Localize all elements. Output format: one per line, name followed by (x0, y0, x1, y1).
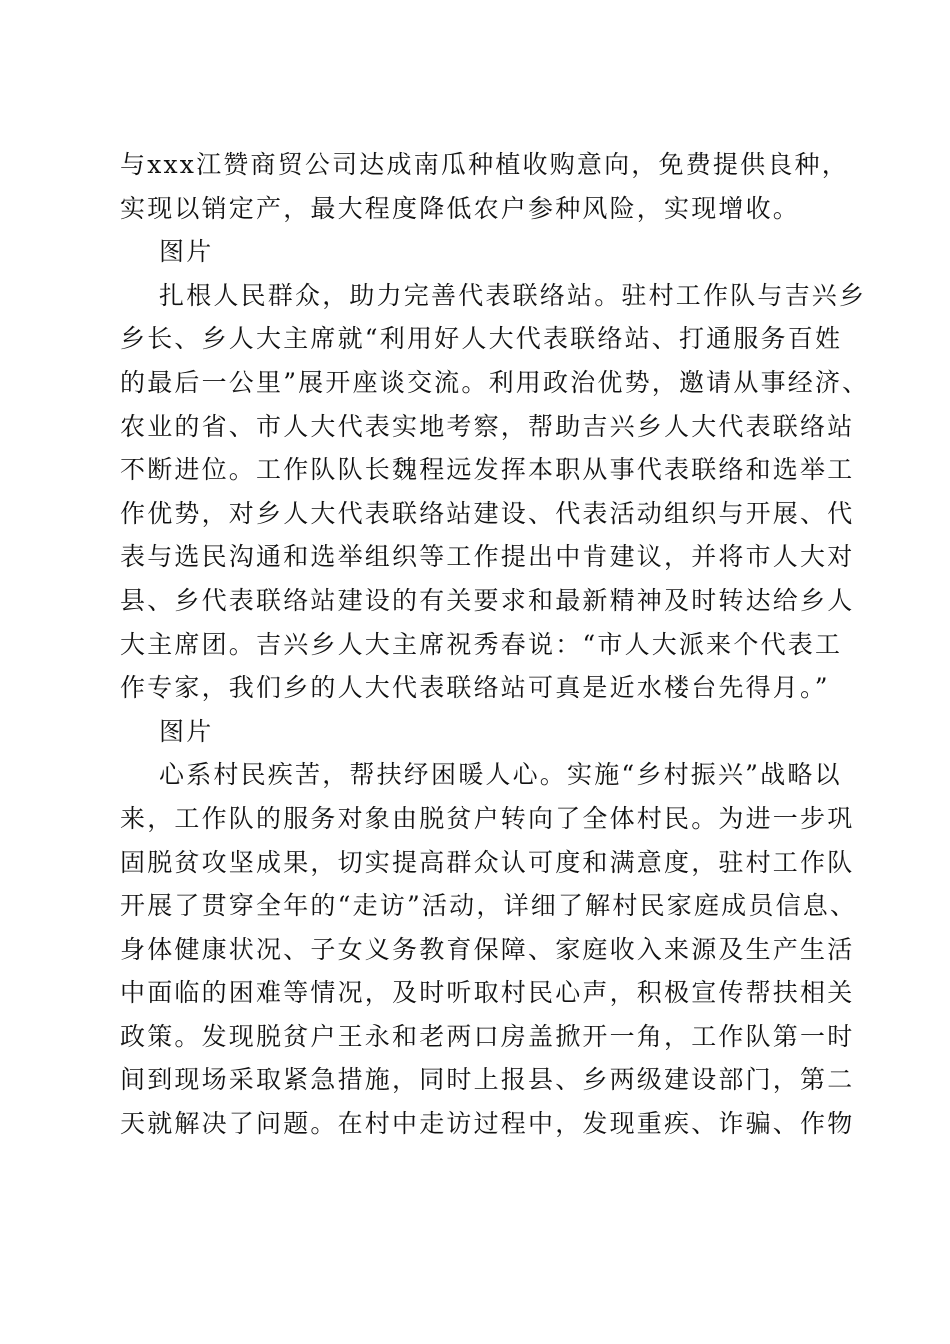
text-line: 农业的省、市人大代表实地考察，帮助吉兴乡人大代表联络站 (120, 411, 855, 441)
text-line: 县、乡代表联络站建设的有关要求和最新精神及时转达给乡人 (120, 585, 855, 615)
text-line: 的最后一公里”展开座谈交流。利用政治优势，邀请从事经济、 (120, 367, 870, 397)
document-body (120, 143, 870, 1146)
paragraph-start-line: 扎根人民群众，助力完善代表联络站。驻村工作队与吉兴乡 (159, 280, 867, 310)
text-line: 开展了贯穿全年的“走访”活动，详细了解村民家庭成员信息、 (120, 891, 858, 921)
paragraph-start-line: 心系村民疾苦，帮扶纾困暖人心。实施“乡村振兴”战略以 (159, 760, 842, 790)
text-line: 乡长、乡人大主席就“利用好人大代表联络站、打通服务百姓 (120, 324, 843, 354)
text-line: 表与选民沟通和选举组织等工作提出中肯建议，并将市人大对 (120, 542, 855, 572)
text-line: 大主席团。吉兴乡人大主席祝秀春说：“市人大派来个代表工 (120, 629, 843, 659)
text-line: 不断进位。工作队队长魏程远发挥本职从事代表联络和选举工 (120, 455, 855, 485)
text-line: 天就解决了问题。在村中走访过程中，发现重疾、诈骗、作物 (120, 1109, 855, 1139)
text-line: 身体健康状况、子女义务教育保障、家庭收入来源及生产生活 (120, 934, 855, 964)
text-line: 作专家，我们乡的人大代表联络站可真是近水楼台先得月。” (120, 673, 830, 703)
text-line: 实现以销定产，最大程度降低农户参种风险，实现增收。 (120, 193, 801, 223)
text-line: 与xxx江赞商贸公司达成南瓜种植收购意向，免费提供良种， (120, 150, 849, 179)
text-line: 作优势，对乡人大代表联络站建设、代表活动组织与开展、代 (120, 498, 855, 528)
text-line: 政策。发现脱贫户王永和老两口房盖掀开一角，工作队第一时 (120, 1021, 855, 1051)
text-line: 间到现场采取紧急措施，同时上报县、乡两级建设部门，第二 (120, 1065, 855, 1095)
image-placeholder-label: 图片 (159, 716, 214, 746)
text-line: 来，工作队的服务对象由脱贫户转向了全体村民。为进一步巩 (120, 803, 855, 833)
text-line: 中面临的困难等情况，及时听取村民心声，积极宣传帮扶相关 (120, 978, 855, 1008)
text-line: 固脱贫攻坚成果，切实提高群众认可度和满意度，驻村工作队 (120, 847, 855, 877)
image-placeholder-label: 图片 (159, 237, 214, 267)
